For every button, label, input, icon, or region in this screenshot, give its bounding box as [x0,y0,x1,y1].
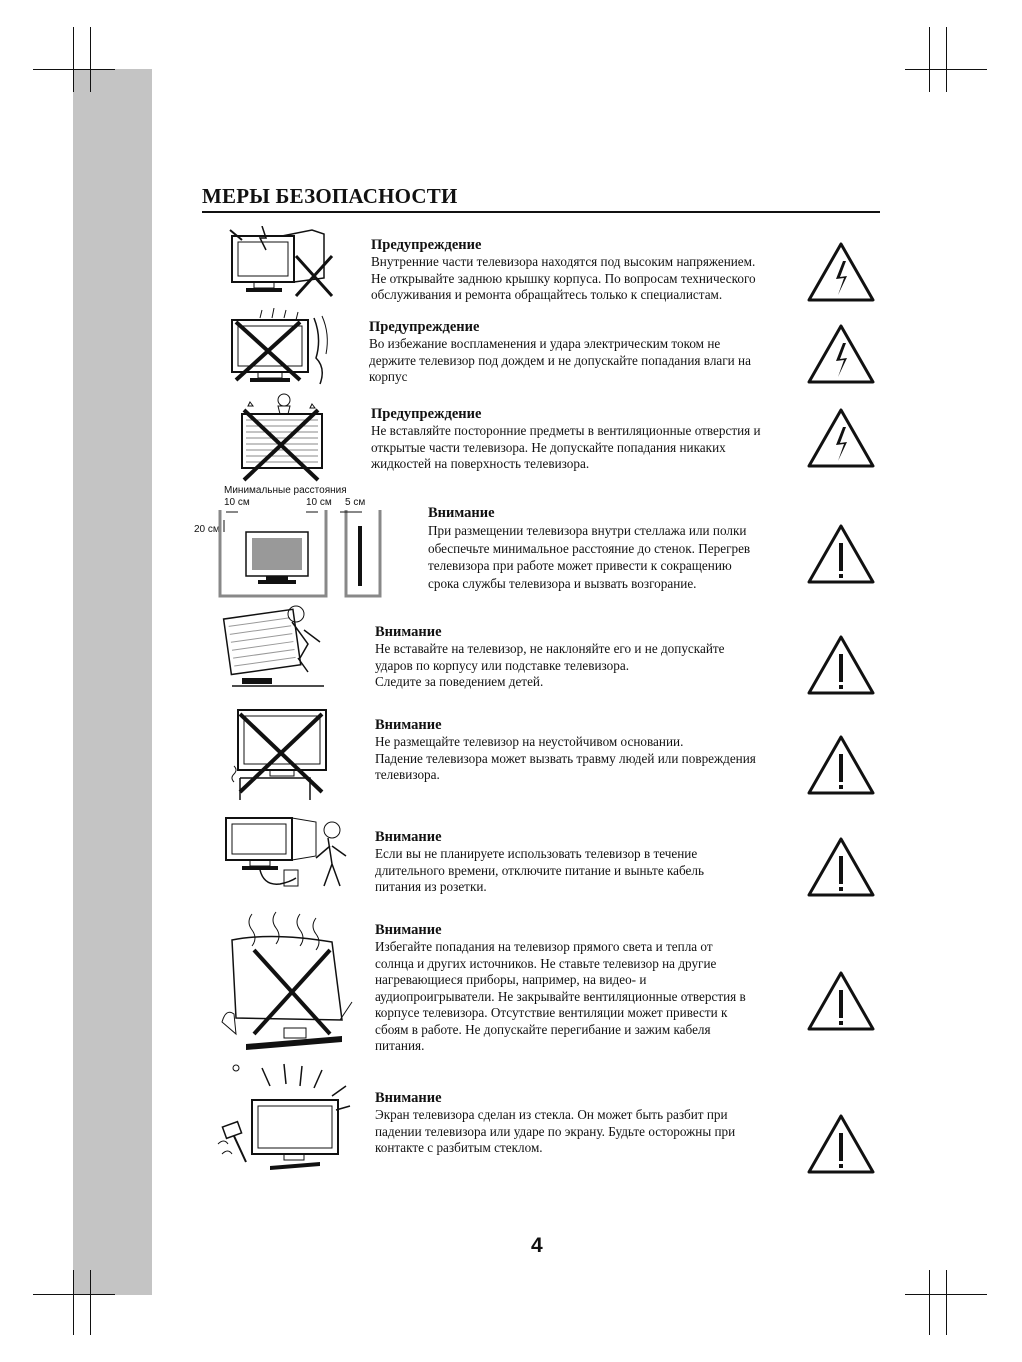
caution-text-line: обеспечьте минимальное расстояние до стенок. Перегрев [428,540,751,556]
exclamation-warning-icon [806,523,876,585]
warning-heading: Предупреждение [371,237,482,253]
caution-text-line: телевизора при работе может привести к сокращению [428,558,732,573]
caution-text-line: телевизора. [375,767,440,782]
broken-glass-screen-illustration [210,1062,360,1172]
tv-rain-illustration [222,308,342,390]
caution-block-unstable-base [375,716,800,784]
warning-text-line: Не открывайте заднюю крышку корпуса. По вопросам технического [371,270,756,286]
gray-sidebar-band [73,69,152,1295]
tv-foreign-objects-illustration [232,392,332,482]
caution-text-line: падении телевизора или ударе по экрану. Будьте осторожны при [375,1123,736,1139]
caution-text-line: питания. [375,1038,425,1053]
clearance-left-label: 10 см [224,497,250,508]
warning-text-line: Не вставляйте посторонние предметы в вентиляционные отверстия и [371,423,761,438]
caution-heading: Внимание [375,1090,442,1106]
caution-block-unplug [375,828,800,896]
lightning-warning-icon [806,407,876,469]
caution-text-line: ударов по корпусу или подставке телевизора. [375,657,629,673]
caution-text-line: срока службы телевизора и вызвать возгорание. [428,575,697,591]
warning-text-line: Во избежание воспламенения и удара электрическим током не [369,336,721,351]
caution-block-glass [375,1089,800,1157]
warning-text-line: держите телевизор под дождем и не допускайте попадания влаги на [369,352,751,368]
page-title: МЕРЫ БЕЗОПАСНОСТИ [202,184,458,208]
unplug-tv-illustration [220,812,354,896]
caution-text-line: аудиопроигрыватели. Не закрывайте вентиляционные отверстия в [375,988,746,1004]
exclamation-warning-icon [806,836,876,898]
title-underline [202,211,880,213]
caution-text-line: длительного времени, отключите питание и выньте кабель [375,862,705,878]
caution-text-line: Падение телевизора может вызвать травму людей или повреждения [375,750,756,766]
caution-text-line: солнца и других источников. Не ставьте телевизор на другие [375,955,717,971]
caution-heading: Внимание [428,505,495,521]
warning-heading: Предупреждение [371,406,482,422]
caution-block-heat [375,921,800,1055]
tv-unstable-base-illustration [230,706,334,802]
caution-text-line: Если вы не планируете использовать телевизор в течение [375,846,698,861]
caution-text-line: контакте с разбитым стеклом. [375,1140,543,1155]
caution-text-line: Избегайте попадания на телевизор прямого света и тепла от [375,939,713,954]
exclamation-warning-icon [806,970,876,1032]
caution-text-line: Следите за поведением детей. [375,674,544,689]
caution-text-line: Не размещайте телевизор на неустойчивом основании. [375,734,684,749]
child-climbing-tv-illustration [212,598,334,694]
page-number: 4 [531,1234,543,1257]
caution-text-line: корпусе телевизора. Отсутствие вентиляции может привести к [375,1005,728,1020]
tv-open-back-illustration [222,226,342,302]
caution-text-line: питания из розетки. [375,879,487,894]
warning-text-line: открытые части телевизора. Не допускайте попадания никаких [371,439,726,455]
clearance-heading: Минимальные расстояния [224,485,347,496]
caution-heading: Внимание [375,922,442,938]
warning-block-rain [369,318,799,386]
caution-heading: Внимание [375,829,442,845]
lightning-warning-icon [806,241,876,303]
clearance-side-label: 5 см [345,497,366,508]
warning-text-line: корпус [369,369,408,384]
exclamation-warning-icon [806,634,876,696]
caution-block-climbing [375,623,800,691]
warning-heading: Предупреждение [369,319,480,335]
warning-block-foreign-objects [371,405,801,473]
warning-text-line: обслуживания и ремонта обращайтесь только к специалистам. [371,287,723,302]
caution-text-line: нагревающиеся приборы, например, на видео- и [375,972,647,987]
warning-text-line: жидкостей на поверхность телевизора. [371,456,590,471]
caution-text-line: При размещении телевизора внутри стеллажа или полки [428,523,747,538]
warning-text-line: Внутренние части телевизора находятся под высоким напряжением. [371,254,756,269]
tv-heat-covered-illustration [212,910,356,1052]
caution-text-line: Экран телевизора сделан из стекла. Он может быть разбит при [375,1107,728,1122]
caution-block-clearance [428,504,798,592]
caution-heading: Внимание [375,717,442,733]
caution-text-line: сбоям в работе. Не допускайте перегибание и зажим кабеля [375,1021,711,1037]
caution-heading: Внимание [375,624,442,640]
caution-text-line: Не вставайте на телевизор, не наклоняйте его и не допускайте [375,641,725,656]
warning-block-high-voltage [371,236,801,304]
exclamation-warning-icon [806,1113,876,1175]
lightning-warning-icon [806,323,876,385]
clearance-right-label: 10 см [306,497,332,508]
exclamation-warning-icon [806,734,876,796]
clearance-diagram [190,482,390,600]
clearance-top-label: 20 см [194,524,220,535]
